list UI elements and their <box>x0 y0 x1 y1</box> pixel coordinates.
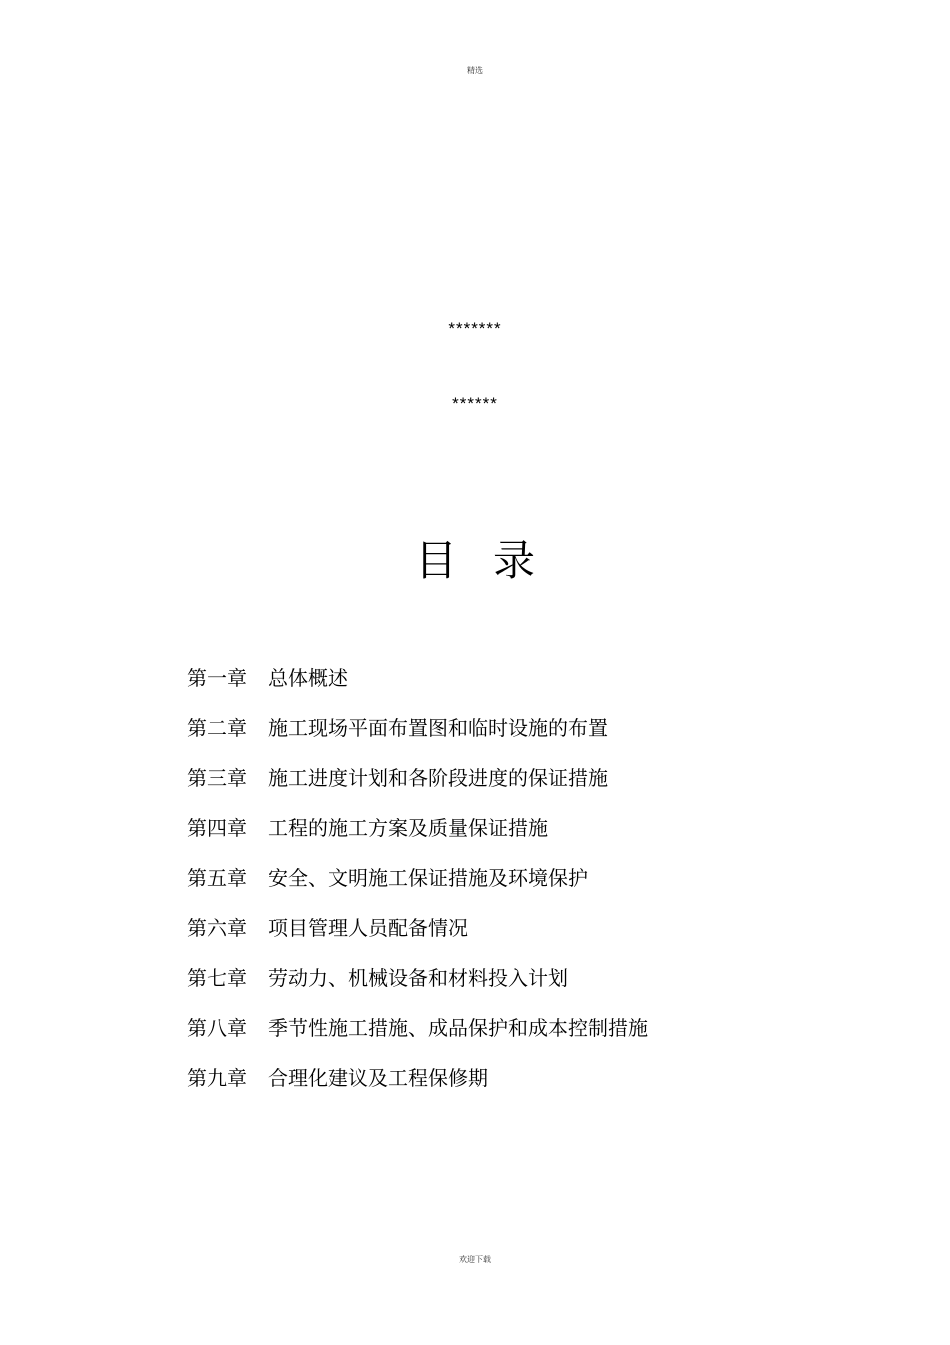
toc-chapter-title: 项目管理人员配备情况 <box>268 916 468 940</box>
toc-item-1 <box>187 653 648 703</box>
toc-chapter-label: 第一章 <box>187 666 247 690</box>
toc-chapter-title: 工程的施工方案及质量保证措施 <box>268 816 548 840</box>
toc-item-2 <box>187 703 648 753</box>
toc-item-8 <box>187 1003 648 1053</box>
toc-chapter-label: 第九章 <box>187 1066 247 1090</box>
toc-list <box>187 653 648 1103</box>
toc-chapter-title: 施工现场平面布置图和临时设施的布置 <box>268 716 608 740</box>
masked-title-line-2: ****** <box>452 394 498 413</box>
toc-item-9 <box>187 1053 648 1103</box>
toc-chapter-label: 第四章 <box>187 816 247 840</box>
toc-chapter-label: 第五章 <box>187 866 247 890</box>
footer-note: 欢迎下载 <box>459 1255 491 1264</box>
toc-chapter-title: 合理化建议及工程保修期 <box>268 1066 488 1090</box>
toc-chapter-title: 季节性施工措施、成品保护和成本控制措施 <box>268 1016 648 1040</box>
header-note: 精选 <box>467 66 483 75</box>
toc-item-4 <box>187 803 648 853</box>
toc-chapter-label: 第八章 <box>187 1016 247 1040</box>
toc-item-6 <box>187 903 648 953</box>
toc-chapter-title: 总体概述 <box>268 666 348 690</box>
toc-chapter-title: 安全、文明施工保证措施及环境保护 <box>268 866 588 890</box>
toc-chapter-title: 施工进度计划和各阶段进度的保证措施 <box>268 766 608 790</box>
toc-item-3 <box>187 753 648 803</box>
toc-chapter-label: 第七章 <box>187 966 247 990</box>
toc-chapter-label: 第六章 <box>187 916 247 940</box>
toc-chapter-label: 第二章 <box>187 716 247 740</box>
masked-title-line-1: ******* <box>448 319 502 338</box>
toc-item-7 <box>187 953 648 1003</box>
toc-title: 目录 <box>414 536 571 585</box>
toc-item-5 <box>187 853 648 903</box>
toc-chapter-label: 第三章 <box>187 766 247 790</box>
toc-chapter-title: 劳动力、机械设备和材料投入计划 <box>268 966 568 990</box>
